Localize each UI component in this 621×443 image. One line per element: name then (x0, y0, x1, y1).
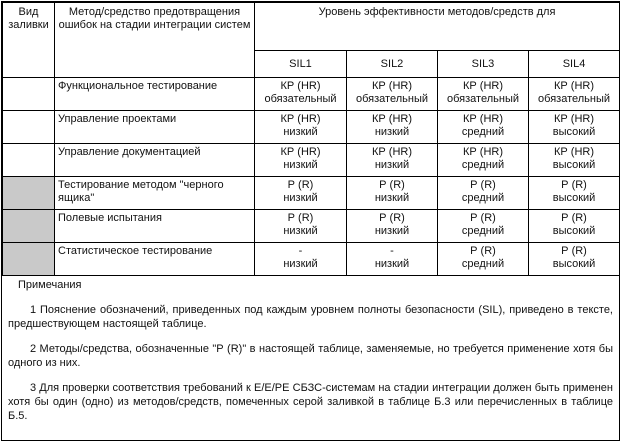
header-sil4: SIL4 (529, 51, 620, 78)
recommendation-code: КР (HR) (371, 80, 412, 92)
efficiency-level: низкий (374, 159, 410, 171)
recommendation-code: Р (R) (470, 212, 496, 224)
sil2-value (347, 210, 438, 243)
efficiency-level: средний (461, 258, 505, 270)
header-sil2: SIL2 (347, 51, 438, 78)
recommendation-code: КР (HR) (280, 80, 321, 92)
sil4-value (529, 177, 620, 210)
note-1: 1 Пояснение обозначений, приведенных под каждым уровнем полноты безопасности (SIL), приведено в тексте, предшествующем настоящей таблице. (8, 304, 613, 330)
table-row (3, 111, 620, 144)
efficiency-level: средний (461, 126, 505, 138)
efficiency-level: низкий (283, 159, 318, 171)
efficiency-level: средний (461, 192, 505, 204)
table-row (3, 78, 620, 111)
sil3-value (438, 210, 529, 243)
recommendation-code: Р (R) (379, 212, 405, 224)
efficiency-level: обязательный (264, 93, 337, 105)
table-row (3, 177, 620, 210)
recommendation-code: КР (HR) (554, 80, 595, 92)
efficiency-level: высокий (552, 126, 596, 138)
note-2: 2 Методы/средства, обозначенные "Р (R)" в настоящей таблице, заменяемые, но требуется применение хотя бы одного из них. (8, 343, 613, 369)
sil1-value (255, 210, 347, 243)
efficiency-level: низкий (374, 258, 410, 270)
efficiency-level: высокий (552, 258, 596, 270)
recommendation-code: - (390, 245, 394, 257)
efficiency-level: низкий (283, 192, 318, 204)
efficiency-level: низкий (374, 225, 410, 237)
efficiency-level: низкий (283, 258, 318, 270)
sil4-value (529, 144, 620, 177)
recommendation-code: Р (R) (287, 212, 314, 224)
sil2-value (347, 78, 438, 111)
sil2-value (347, 177, 438, 210)
table-row (3, 243, 620, 276)
notes-title: Примечания (18, 279, 82, 291)
fill-kind-cell (3, 210, 55, 243)
efficiency-level: обязательный (447, 93, 519, 105)
recommendation-code: КР (HR) (462, 146, 503, 158)
sil3-value (438, 111, 529, 144)
method-name: Тестирование методом "черного ящика" (55, 177, 255, 210)
header-sil1: SIL1 (255, 51, 347, 78)
fill-kind-cell (3, 111, 55, 144)
table-header-row (3, 3, 620, 51)
table-row (3, 210, 620, 243)
recommendation-code: КР (HR) (280, 113, 321, 125)
recommendation-code: КР (HR) (371, 113, 412, 125)
efficiency-level: средний (461, 225, 505, 237)
header-efficiency-level: Уровень эффективности методов/средств для (255, 3, 620, 51)
method-name: Управление проектами (55, 111, 255, 144)
sil2-value (347, 144, 438, 177)
sil4-value (529, 210, 620, 243)
fill-kind-cell (3, 243, 55, 276)
recommendation-code: КР (HR) (462, 113, 503, 125)
note-3: 3 Для проверки соответствия требований к Е/Е/РЕ СБЗС-системам на стадии интеграции должен быть применен хотя бы один (одно) из методов/средств, помеченных серой заливкой в таблице Б.3 или перечисленных в таблице Б.5. (8, 382, 613, 422)
recommendation-code: Р (R) (470, 179, 496, 191)
efficiency-level: высокий (552, 225, 596, 237)
recommendation-code: Р (R) (561, 212, 587, 224)
header-sil3: SIL3 (438, 51, 529, 78)
efficiency-level: обязательный (356, 93, 428, 105)
efficiency-level: средний (461, 159, 505, 171)
sil2-value (347, 243, 438, 276)
sil1-value (255, 144, 347, 177)
recommendation-code: КР (HR) (554, 113, 595, 125)
method-name: Управление документацией (55, 144, 255, 177)
recommendation-code: КР (HR) (371, 146, 412, 158)
method-name: Полевые испытания (55, 210, 255, 243)
fill-kind-cell (3, 78, 55, 111)
sil2-value (347, 111, 438, 144)
recommendation-code: Р (R) (470, 245, 496, 257)
recommendation-code: КР (HR) (554, 146, 595, 158)
recommendation-code: КР (HR) (280, 146, 321, 158)
recommendation-code: Р (R) (561, 245, 587, 257)
document-page (1, 1, 620, 441)
notes-section (2, 276, 619, 423)
header-fill-kind: Вид заливки (3, 3, 55, 78)
efficiency-level: низкий (374, 192, 410, 204)
efficiency-level: обязательный (538, 93, 611, 105)
recommendation-code: - (298, 245, 303, 257)
sil3-value (438, 78, 529, 111)
sil1-value (255, 243, 347, 276)
sil1-value (255, 111, 347, 144)
sil3-value (438, 243, 529, 276)
sil4-value (529, 243, 620, 276)
efficiency-level: низкий (374, 126, 410, 138)
recommendation-code: Р (R) (379, 179, 405, 191)
efficiency-level: высокий (552, 159, 596, 171)
method-name: Статистическое тестирование (55, 243, 255, 276)
efficiency-level: высокий (552, 192, 596, 204)
method-name: Функциональное тестирование (55, 78, 255, 111)
sil3-value (438, 144, 529, 177)
recommendation-code: КР (HR) (462, 80, 503, 92)
recommendation-code: Р (R) (561, 179, 587, 191)
fill-kind-cell (3, 177, 55, 210)
efficiency-level: низкий (283, 126, 318, 138)
sil1-value (255, 177, 347, 210)
sil3-value (438, 177, 529, 210)
fill-kind-cell (3, 144, 55, 177)
efficiency-level: низкий (283, 225, 318, 237)
recommendation-code: Р (R) (287, 179, 314, 191)
sil4-value (529, 111, 620, 144)
sil4-value (529, 78, 620, 111)
sil1-value (255, 78, 347, 111)
table-row (3, 144, 620, 177)
header-method: Метод/средство предотвращения ошибок на стадии интеграции систем (55, 3, 255, 78)
integration-methods-table (2, 2, 620, 276)
